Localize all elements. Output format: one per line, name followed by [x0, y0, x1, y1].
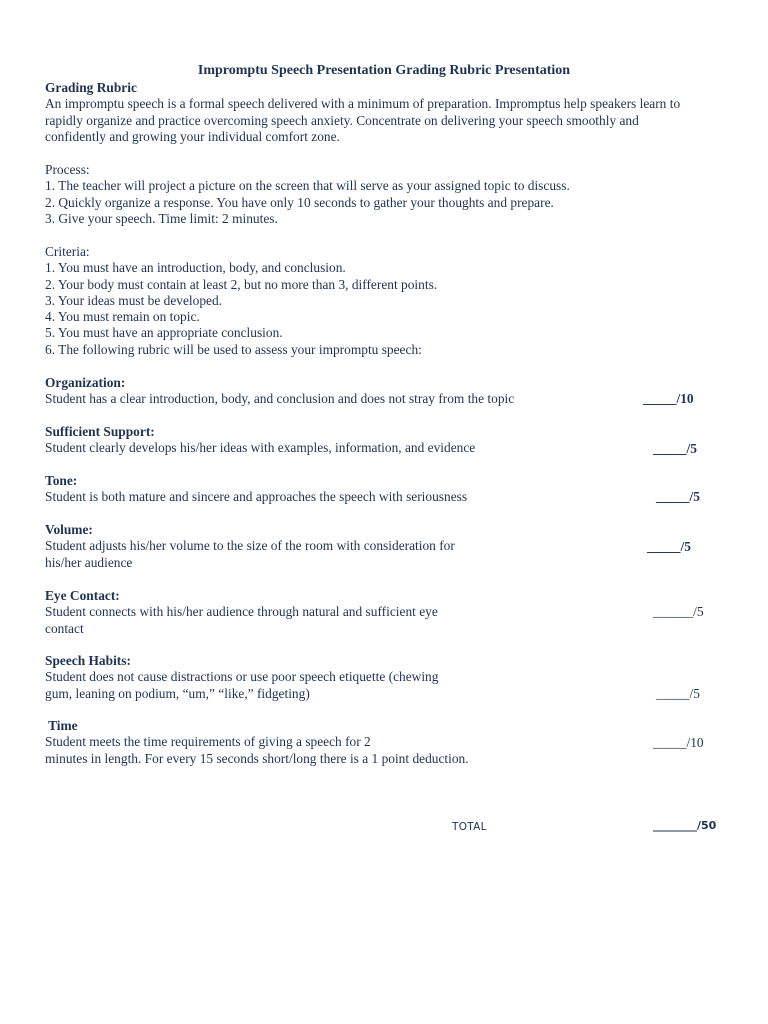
score-blank: _____/5 — [653, 441, 697, 456]
score-blank: _____/10 — [643, 391, 694, 406]
score-blank: _____/10 — [653, 735, 704, 750]
rubric-description: Student does not cause distractions or use poor speech etiquette (chewing — [45, 669, 439, 685]
total-score-blank: ________/50 — [653, 819, 717, 832]
rubric-speech-habits — [45, 653, 715, 702]
rubric-sufficient-support — [45, 424, 715, 457]
process-item: 1. The teacher will project a picture on the screen that will serve as your assigned topic to discuss. — [45, 178, 570, 194]
intro-line: confidently and growing your individual comfort zone. — [45, 128, 340, 144]
rubric-description: gum, leaning on podium, “um,” “like,” fidgeting) — [45, 685, 310, 701]
intro-section — [45, 80, 715, 145]
rubric-heading: Volume: — [45, 522, 93, 537]
rubric-description: Student connects with his/her audience through natural and sufficient eye — [45, 604, 438, 620]
criteria-item: 3. Your ideas must be developed. — [45, 292, 223, 308]
process-item: 2. Quickly organize a response. You have only 10 seconds to gather your thoughts and prepare. — [45, 194, 554, 210]
process-section — [45, 162, 715, 227]
rubric-volume — [45, 522, 715, 571]
score-blank: _____/5 — [647, 539, 691, 554]
rubric-tone — [45, 473, 715, 506]
intro-line: An impromptu speech is a formal speech delivered with a minimum of preparation. Impromptus help speakers learn to — [45, 96, 681, 112]
rubric-organization — [45, 375, 715, 408]
process-item: 3. Give your speech. Time limit: 2 minutes. — [45, 210, 278, 226]
intro-line: rapidly organize and practice overcoming speech anxiety. Concentrate on delivering your speech smoothly and — [45, 112, 639, 128]
process-heading: Process: — [45, 162, 90, 177]
rubric-time — [45, 718, 715, 767]
criteria-section — [45, 244, 715, 358]
score-blank: _____/5 — [656, 686, 700, 701]
rubric-heading: Time — [45, 718, 78, 733]
rubric-description: contact — [45, 620, 84, 636]
rubric-description: minutes in length. For every 15 seconds short/long there is a 1 point deduction. — [45, 750, 469, 766]
document-title: Impromptu Speech Presentation Grading Rubric Presentation — [197, 63, 571, 78]
intro-heading: Grading Rubric — [45, 80, 137, 95]
rubric-heading: Eye Contact: — [45, 588, 120, 603]
rubric-eye-contact — [45, 588, 715, 637]
rubric-heading: Sufficient Support: — [45, 424, 155, 439]
rubric-description: Student has a clear introduction, body, and conclusion and does not stray from the topic — [45, 391, 515, 407]
total-label: TOTAL — [452, 821, 487, 833]
criteria-item: 2. Your body must contain at least 2, but no more than 3, different points. — [45, 276, 438, 292]
criteria-item: 1. You must have an introduction, body, and conclusion. — [45, 260, 346, 276]
rubric-heading: Organization: — [45, 375, 126, 390]
rubric-description: Student clearly develops his/her ideas with examples, information, and evidence — [45, 440, 476, 456]
rubric-heading: Tone: — [45, 473, 78, 488]
criteria-item: 5. You must have an appropriate conclusion. — [45, 325, 283, 341]
criteria-heading: Criteria: — [45, 244, 90, 259]
criteria-item: 6. The following rubric will be used to assess your impromptu speech: — [45, 341, 422, 357]
score-blank: ______/5 — [653, 604, 704, 619]
rubric-heading: Speech Habits: — [45, 653, 131, 668]
score-blank: _____/5 — [656, 489, 700, 504]
rubric-description: Student adjusts his/her volume to the size of the room with consideration for — [45, 538, 455, 554]
rubric-description: Student meets the time requirements of giving a speech for 2 — [45, 734, 371, 750]
rubric-description: his/her audience — [45, 554, 133, 570]
rubric-description: Student is both mature and sincere and approaches the speech with seriousness — [45, 489, 468, 505]
criteria-item: 4. You must remain on topic. — [45, 309, 200, 325]
